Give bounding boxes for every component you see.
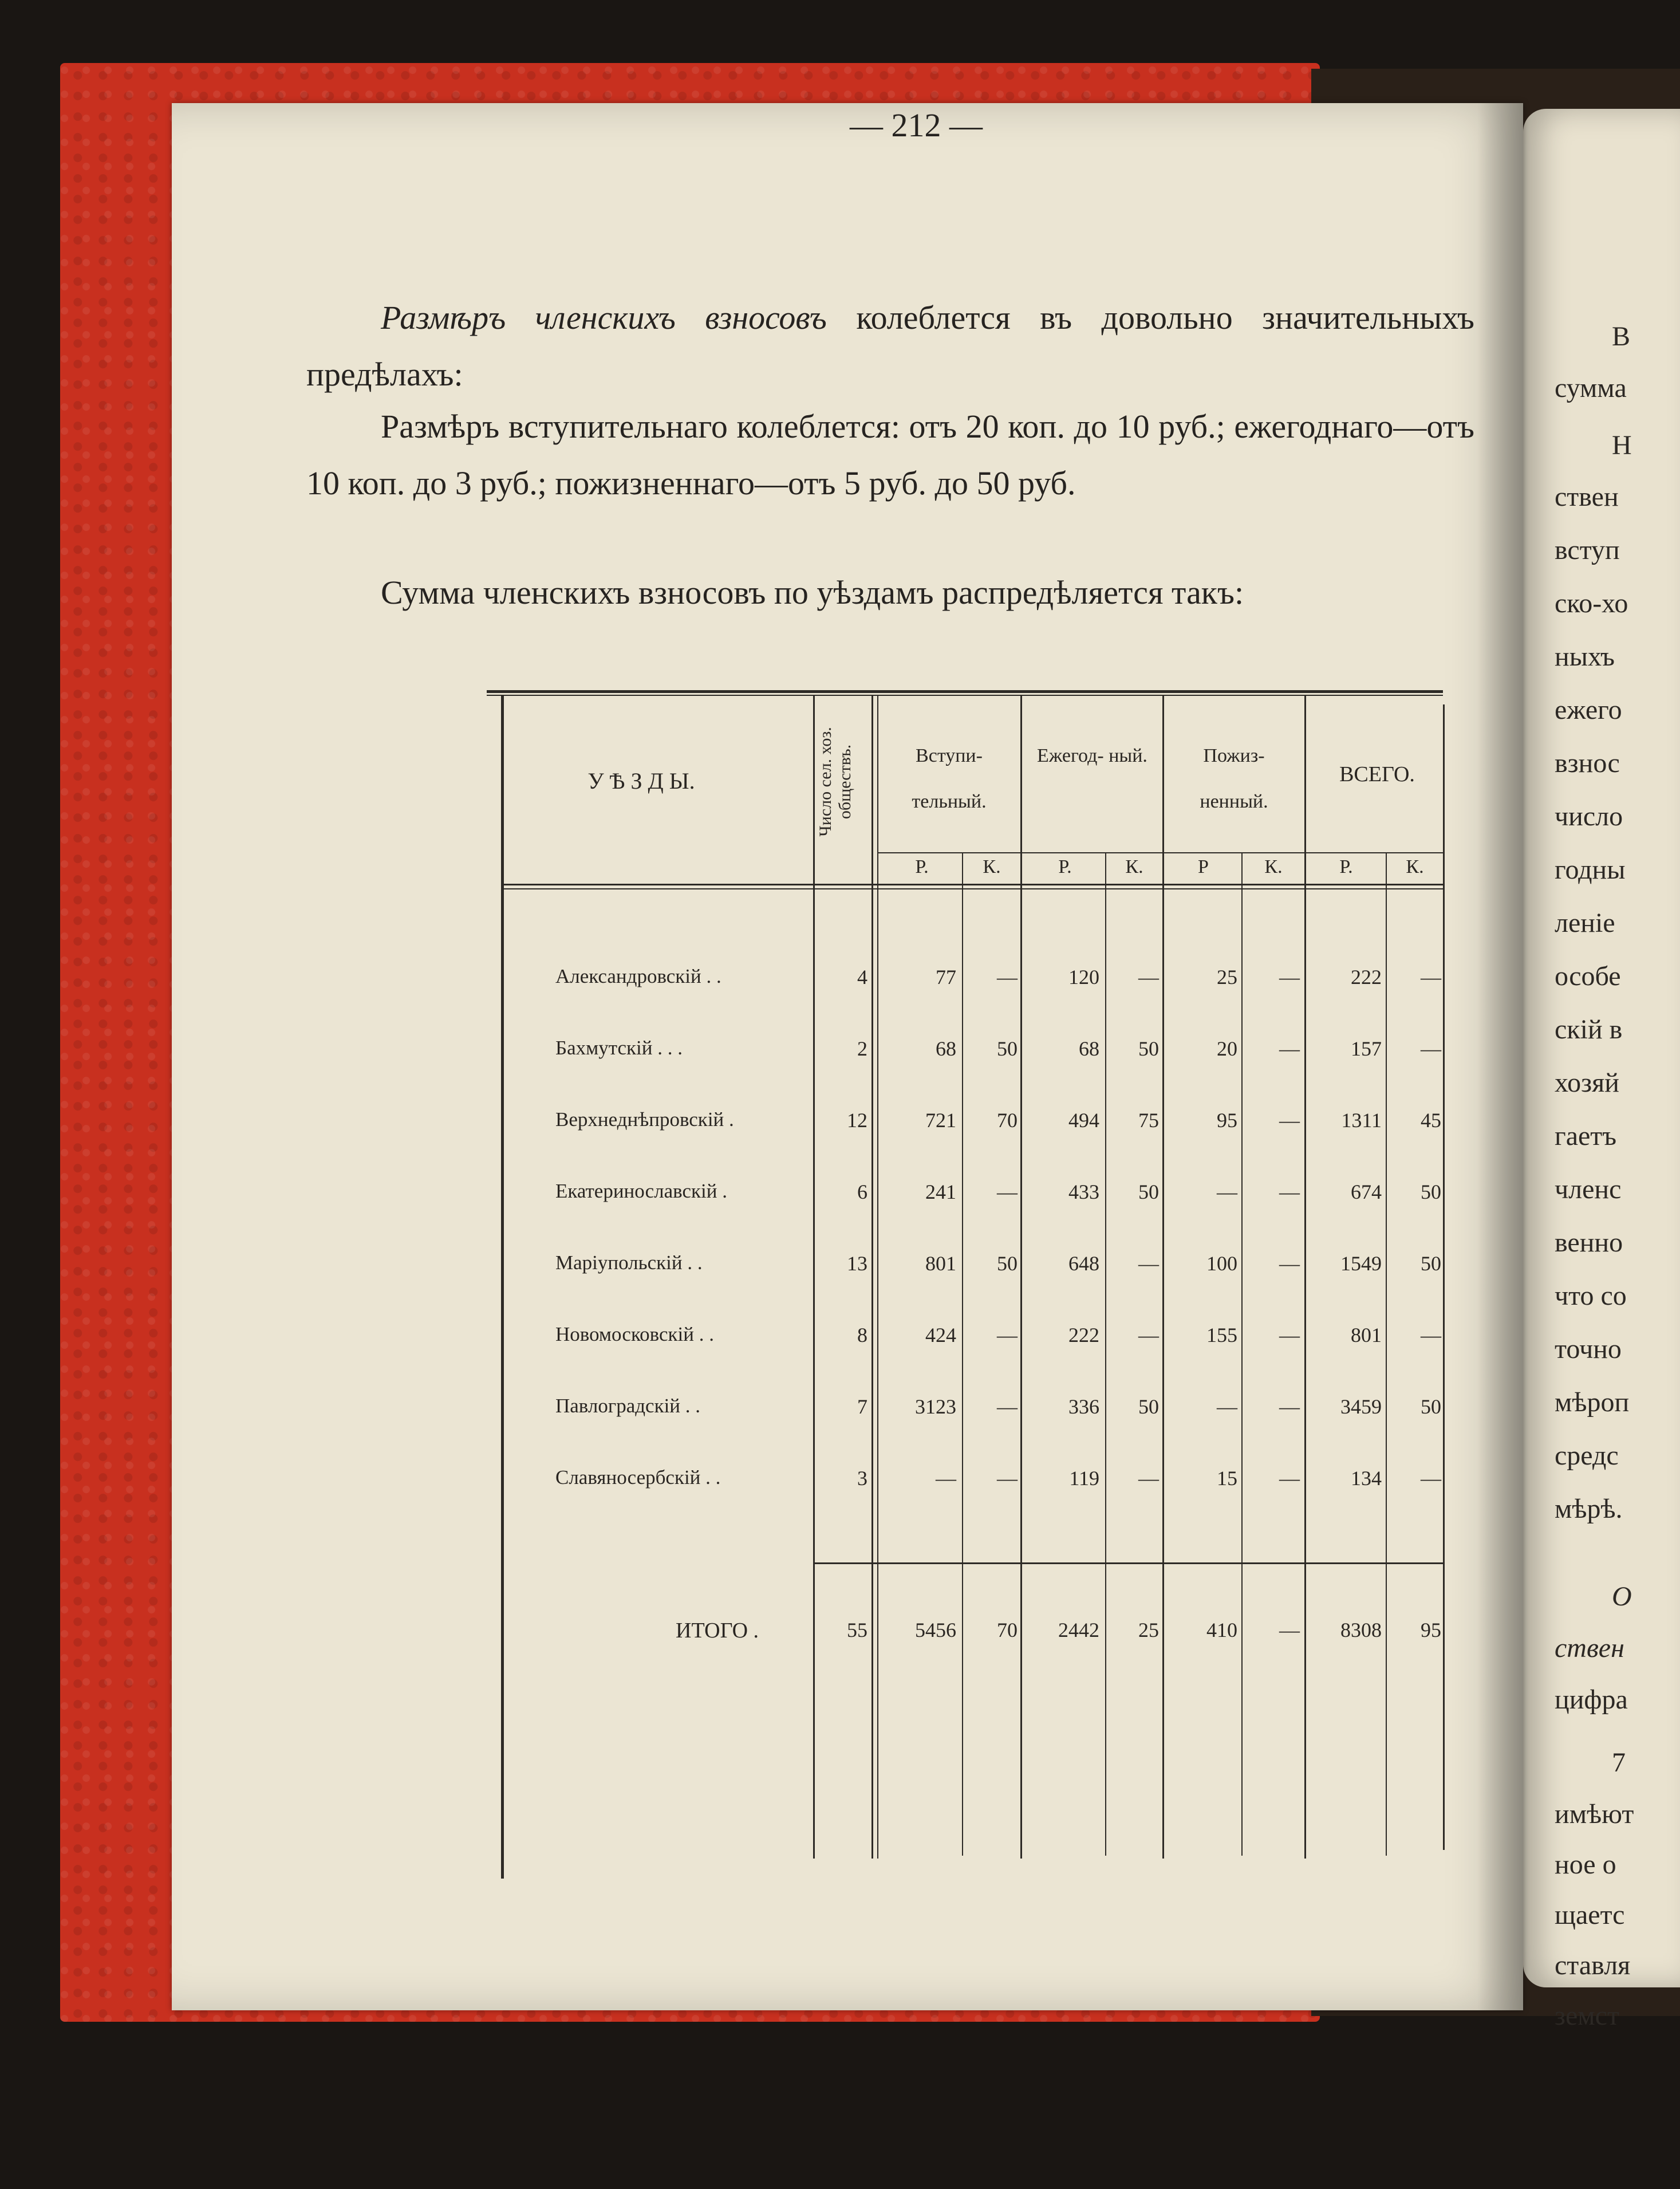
total-label: ИТОГО . (676, 1619, 759, 1643)
table-left-rule (501, 696, 504, 1879)
district-name: Екатеринославскій . (555, 1180, 727, 1202)
cell-entry-k: — (997, 1324, 1018, 1347)
cell-entry-k: — (997, 966, 1018, 989)
cell-entry-k: 50 (997, 1037, 1018, 1060)
cell-total-k: 50 (1421, 1252, 1441, 1275)
cell-entry-r: 424 (925, 1324, 956, 1347)
facing-page-line: гаетъ (1555, 1121, 1617, 1151)
facing-page-line: средс (1555, 1440, 1619, 1471)
facing-page-line: точно (1555, 1334, 1622, 1364)
facing-page-line: членс (1555, 1174, 1622, 1204)
subheader-r: Р. (1339, 856, 1353, 877)
cell-annual-r: 222 (1068, 1324, 1099, 1347)
facing-page-line: ско-хо (1555, 588, 1628, 619)
header-total: ВСЕГО. (1339, 762, 1415, 786)
cell-total-k: 50 (1421, 1180, 1441, 1203)
cell-annual-r: 433 (1068, 1180, 1099, 1203)
paragraph-3 (306, 564, 1474, 621)
cell-annual-r: 120 (1068, 966, 1099, 989)
paragraph-1 (306, 289, 1474, 403)
cell-life-k: — (1279, 1395, 1300, 1418)
facing-page-line: ныхъ (1555, 641, 1615, 672)
cell-entry-k: 70 (997, 1619, 1018, 1641)
cell-life-r: 95 (1217, 1109, 1237, 1132)
subheader-r: Р. (915, 856, 929, 877)
total-rule (814, 1562, 1444, 1564)
cell-life-k: — (1279, 1252, 1300, 1275)
cell-count: 4 (857, 966, 867, 989)
district-name: Павлоградскій . . (555, 1395, 701, 1417)
cell-annual-k: — (1138, 1324, 1159, 1347)
cell-entry-r: 77 (936, 966, 956, 989)
facing-page-line: 7 (1612, 1747, 1626, 1778)
cell-total-k: 45 (1421, 1109, 1441, 1132)
table-row (0, 1180, 1680, 1214)
facing-page-line: Н (1612, 430, 1632, 460)
table-row (0, 1037, 1680, 1071)
facing-page-line: что со (1555, 1281, 1627, 1311)
facing-page-line: мѣрѣ. (1555, 1494, 1623, 1524)
cell-life-k: — (1279, 1467, 1300, 1490)
header-entry: Вступи- тельный. (912, 745, 987, 812)
paragraph-1-text: колеблется въ довольно значительныхъ предѣлахъ: (306, 299, 1474, 393)
cell-annual-k: — (1138, 1467, 1159, 1490)
cell-life-k: — (1279, 966, 1300, 989)
facing-page-line: земст (1555, 2001, 1619, 2031)
table-row (0, 1466, 1680, 1501)
cell-life-k: — (1279, 1180, 1300, 1203)
facing-page-line: вступ (1555, 535, 1620, 565)
header-districts: У Ѣ З Д Ы. (587, 768, 695, 794)
cell-annual-r: 119 (1069, 1467, 1099, 1490)
facing-page-line: взнос (1555, 748, 1620, 778)
cell-entry-r: 241 (925, 1180, 956, 1203)
facing-page-line: венно (1555, 1227, 1623, 1258)
subheader-k: К. (1406, 856, 1424, 877)
subheader-k: К. (1125, 856, 1143, 877)
cell-life-r: 155 (1206, 1324, 1237, 1347)
district-name: Новомосковскій . . (555, 1323, 714, 1345)
district-name: Александровскій . . (555, 965, 721, 987)
district-name: Бахмутскій . . . (555, 1037, 683, 1059)
cell-count: 3 (857, 1467, 867, 1490)
cell-life-k: — (1279, 1109, 1300, 1132)
facing-page-line: О (1612, 1581, 1632, 1612)
cell-life-r: — (1217, 1180, 1237, 1203)
cell-annual-r: 494 (1068, 1109, 1099, 1132)
subheader-rule (877, 852, 1444, 853)
cell-life-r: — (1217, 1395, 1237, 1418)
cell-count: 13 (847, 1252, 867, 1275)
cell-total-k: 95 (1421, 1619, 1441, 1641)
table-row (0, 965, 1680, 999)
table-top-rule (487, 690, 1443, 693)
facing-page-line: особе (1555, 961, 1621, 991)
italic-lead: Размѣръ членскихъ взносовъ (381, 299, 827, 336)
cell-entry-r: 3123 (915, 1395, 956, 1418)
facing-page-line: ствен (1555, 1633, 1624, 1663)
cell-count: 6 (857, 1180, 867, 1203)
cell-entry-k: 70 (997, 1109, 1018, 1132)
facing-page-line: ежего (1555, 695, 1622, 725)
subheader-k: К. (983, 856, 1001, 877)
cell-life-r: 410 (1206, 1619, 1237, 1641)
cell-annual-k: — (1138, 966, 1159, 989)
cell-annual-k: 50 (1138, 1395, 1159, 1418)
facing-page-line: имѣют (1555, 1799, 1634, 1829)
cell-total-r: 801 (1351, 1324, 1382, 1347)
cell-annual-r: 336 (1068, 1395, 1099, 1418)
cell-annual-k: — (1138, 1252, 1159, 1275)
cell-life-r: 20 (1217, 1037, 1237, 1060)
subheader-r: Р. (1058, 856, 1072, 877)
cell-count: 7 (857, 1395, 867, 1418)
facing-page-line: щаетс (1555, 1900, 1625, 1930)
table-row (0, 1395, 1680, 1429)
cell-total-k: — (1421, 1467, 1441, 1490)
facing-page-line: В (1612, 321, 1631, 352)
cell-entry-k: — (997, 1467, 1018, 1490)
header-bottom-rule-thin (504, 888, 1444, 889)
cell-entry-r: 801 (925, 1252, 956, 1275)
cell-entry-r: 68 (936, 1037, 956, 1060)
cell-entry-r: — (936, 1467, 956, 1490)
cell-entry-k: 50 (997, 1252, 1018, 1275)
table-total-row (0, 1618, 1680, 1652)
header-life: Пожиз- ненный. (1200, 745, 1268, 812)
subheader-r: Р (1198, 856, 1209, 877)
facing-page-line: ное о (1555, 1849, 1616, 1880)
cell-annual-k: 75 (1138, 1109, 1159, 1132)
cell-total-k: — (1421, 966, 1441, 989)
cell-total-k: — (1421, 1037, 1441, 1060)
paragraph-3-text: Сумма членскихъ взносовъ по уѣздамъ распредѣляется такъ: (381, 574, 1244, 611)
cell-total-r: 674 (1351, 1180, 1382, 1203)
facing-page-line: ставля (1555, 1950, 1631, 1981)
cell-total-k: 50 (1421, 1395, 1441, 1418)
cell-life-k: — (1279, 1037, 1300, 1060)
cell-annual-r: 648 (1068, 1252, 1099, 1275)
cell-entry-r: 721 (925, 1109, 956, 1132)
cell-annual-r: 68 (1079, 1037, 1099, 1060)
cell-annual-k: 50 (1138, 1180, 1159, 1203)
cell-count: 2 (857, 1037, 867, 1060)
cell-annual-k: 25 (1138, 1619, 1159, 1641)
table-row (0, 1251, 1680, 1286)
cell-total-k: — (1421, 1324, 1441, 1347)
cell-life-r: 25 (1217, 966, 1237, 989)
cell-life-k: — (1279, 1619, 1300, 1641)
table-top-rule-thin (487, 695, 1443, 696)
facing-page-line: годны (1555, 855, 1626, 885)
cell-entry-k: — (997, 1180, 1018, 1203)
facing-page-line: мѣроп (1555, 1387, 1630, 1418)
paragraph-2 (306, 398, 1474, 511)
facing-page-line: ствен (1555, 482, 1619, 512)
cell-life-k: — (1279, 1324, 1300, 1347)
page-number: — 212 — (850, 107, 983, 144)
facing-page-line: число (1555, 801, 1623, 832)
cell-total-r: 134 (1351, 1467, 1382, 1490)
district-name: Верхнеднѣпровскій . (555, 1108, 734, 1131)
header-bottom-rule (504, 884, 1444, 885)
facing-page-line: хозяй (1555, 1068, 1619, 1098)
cell-entry-r: 5456 (915, 1619, 956, 1641)
cell-count: 8 (857, 1324, 867, 1347)
cell-life-r: 100 (1206, 1252, 1237, 1275)
subheader-k: К. (1264, 856, 1283, 877)
cell-annual-k: 50 (1138, 1037, 1159, 1060)
cell-total-r: 3459 (1340, 1395, 1382, 1418)
table-row (0, 1323, 1680, 1357)
cell-annual-r: 2442 (1058, 1619, 1099, 1641)
district-name: Славяносербскій . . (555, 1466, 721, 1489)
paragraph-2-text: Размѣръ вступительнаго колеблется: отъ 20 коп. до 10 руб.; ежегоднаго—отъ 10 коп. до 3 руб.; пожизненнаго—отъ 5 руб. до 50 руб. (306, 408, 1474, 502)
cell-entry-k: — (997, 1395, 1018, 1418)
cell-total-r: 1549 (1340, 1252, 1382, 1275)
header-annual: Ежегод- ный. (1037, 745, 1147, 766)
district-name: Маріупольскій . . (555, 1251, 703, 1274)
cell-total-r: 1311 (1341, 1109, 1382, 1132)
cell-count: 55 (847, 1619, 867, 1641)
facing-page-line: леніе (1555, 908, 1615, 938)
table-row (0, 1108, 1680, 1143)
facing-page-line: цифра (1555, 1684, 1628, 1715)
header-count: Число сел. хоз. обществъ. (816, 727, 854, 837)
cell-total-r: 157 (1351, 1037, 1382, 1060)
facing-page-line: скій в (1555, 1014, 1623, 1045)
cell-count: 12 (847, 1109, 867, 1132)
cell-life-r: 15 (1217, 1467, 1237, 1490)
facing-page-line: сумма (1555, 373, 1627, 403)
cell-total-r: 222 (1351, 966, 1382, 989)
cell-total-r: 8308 (1340, 1619, 1382, 1641)
